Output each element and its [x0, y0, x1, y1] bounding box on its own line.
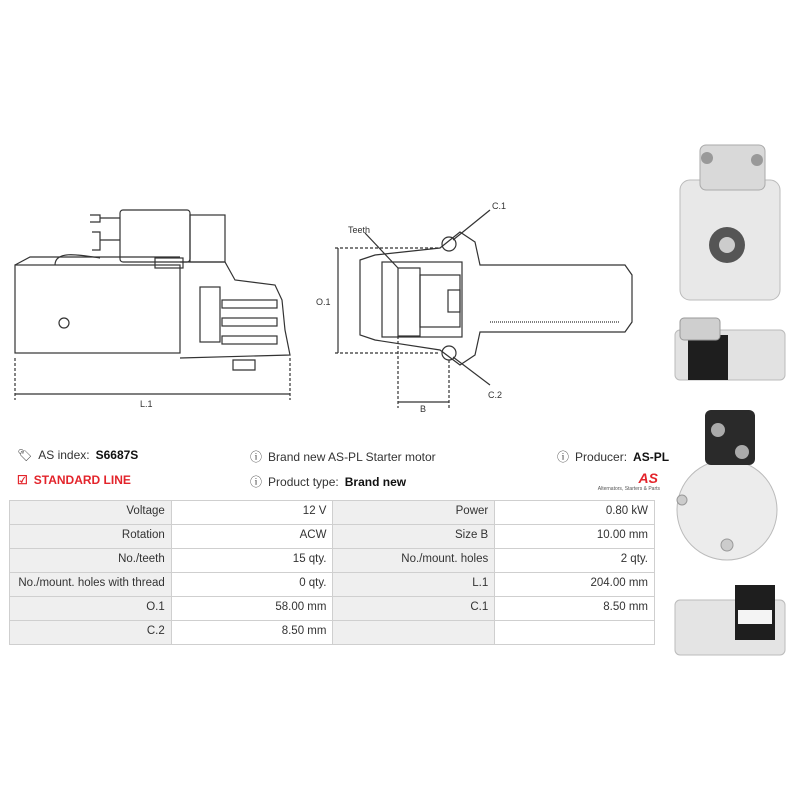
front-view-outline: [360, 232, 632, 365]
producer-label: Producer:: [575, 449, 628, 464]
c1-label: C.1: [492, 201, 507, 211]
checkbox-icon: ☑: [17, 473, 28, 487]
logo-tagline: Alternators, Starters & Parts: [597, 486, 660, 492]
table-row: [10, 549, 655, 573]
spec-label: Power: [333, 501, 495, 525]
producer-row: [557, 448, 669, 465]
product-type-row: [250, 473, 406, 490]
photo-rear-view: [677, 410, 777, 560]
teeth-label: Teeth: [348, 225, 371, 235]
length-label: L.1: [140, 399, 153, 409]
spec-value: 12 V: [171, 501, 333, 525]
specs-table: [9, 500, 655, 645]
spec-label: Size B: [333, 525, 495, 549]
spec-value: 8.50 mm: [495, 597, 655, 621]
spec-label: O.1: [10, 597, 172, 621]
technical-drawing: [0, 180, 660, 420]
as-index-label: AS index:: [38, 448, 90, 462]
table-row: [10, 621, 655, 645]
info-icon: ⓘ: [557, 450, 570, 464]
spec-label: L.1: [333, 573, 495, 597]
spec-label: Rotation: [10, 525, 172, 549]
spec-value: 15 qty.: [171, 549, 333, 573]
product-description: Brand new AS-PL Starter motor: [268, 449, 436, 464]
spec-value: 58.00 mm: [171, 597, 333, 621]
solenoid-outline: [120, 210, 190, 262]
product-photos: [670, 0, 800, 800]
spec-label: C.2: [10, 621, 172, 645]
spec-value: 204.00 mm: [495, 573, 655, 597]
c2-label: C.2: [488, 390, 503, 400]
spec-value: 0 qty.: [171, 573, 333, 597]
spec-value: 2 qty.: [495, 549, 655, 573]
as-index-value: S6687S: [95, 448, 139, 462]
spec-value: 8.50 mm: [171, 621, 333, 645]
as-index-row: [17, 448, 138, 462]
tag-icon: 🏷: [17, 448, 33, 462]
spec-value: 0.80 kW: [495, 501, 655, 525]
table-row: [10, 597, 655, 621]
producer-value: AS-PL: [633, 449, 670, 464]
product-type-label: Product type:: [268, 474, 339, 489]
spec-value: 10.00 mm: [495, 525, 655, 549]
spec-label: No./teeth: [10, 549, 172, 573]
spec-value: [495, 621, 655, 645]
table-row: [10, 525, 655, 549]
photo-label-view: [675, 585, 785, 655]
motor-body-outline: [15, 265, 180, 353]
info-icon: ⓘ: [250, 475, 263, 489]
as-logo: [590, 470, 660, 498]
table-row: [10, 501, 655, 525]
b-label: B: [420, 404, 427, 414]
spec-label: C.1: [333, 597, 495, 621]
spec-label: [333, 621, 495, 645]
description-row: [250, 448, 436, 465]
spec-value: ACW: [171, 525, 333, 549]
logo-text: AS: [638, 470, 658, 486]
photo-front-view: [680, 145, 780, 300]
standard-line-label: STANDARD LINE: [33, 473, 131, 487]
info-icon: ⓘ: [250, 450, 263, 464]
table-row: [10, 573, 655, 597]
spec-label: No./mount. holes: [333, 549, 495, 573]
product-type-value: Brand new: [344, 474, 407, 489]
photo-side-view: [675, 318, 785, 380]
standard-line-row: [17, 473, 131, 487]
spec-label: No./mount. holes with thread: [10, 573, 172, 597]
spec-label: Voltage: [10, 501, 172, 525]
o1-label: O.1: [316, 297, 331, 307]
